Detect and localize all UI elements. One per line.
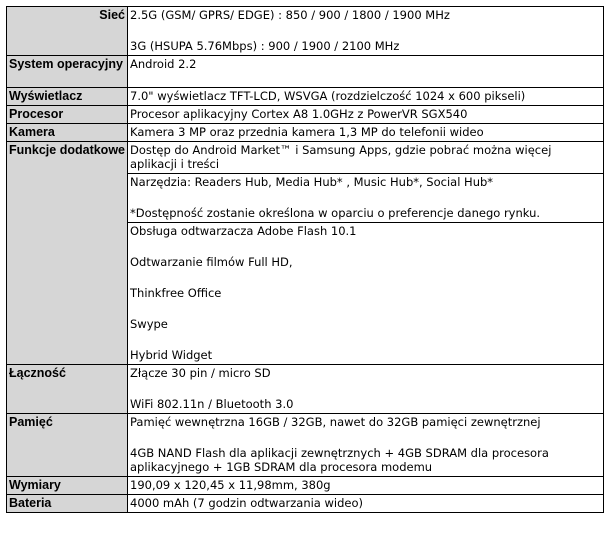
features-thinkfree: Thinkfree Office bbox=[130, 286, 222, 300]
row-network bbox=[7, 7, 604, 56]
value-features-tools bbox=[128, 174, 604, 223]
spec-table bbox=[6, 6, 604, 513]
label-dimensions: Wymiary bbox=[7, 477, 128, 495]
value-features-market: Dostęp do Android Market™ i Samsung Apps, gdzie pobrać można więcej aplikacji i treści bbox=[128, 142, 604, 174]
label-camera: Kamera bbox=[7, 124, 128, 142]
row-camera bbox=[7, 124, 604, 142]
row-features-1 bbox=[7, 142, 604, 174]
row-dimensions bbox=[7, 477, 604, 495]
label-network: Sieć bbox=[7, 7, 128, 56]
features-swype: Swype bbox=[130, 317, 168, 331]
label-battery: Bateria bbox=[7, 495, 128, 513]
features-fullhd: Odtwarzanie filmów Full HD, bbox=[130, 255, 293, 269]
features-flash: Obsługa odtwarzacza Adobe Flash 10.1 bbox=[130, 224, 357, 238]
connectivity-port: Złącze 30 pin / micro SD bbox=[130, 366, 271, 380]
features-tools: Narzędzia: Readers Hub, Media Hub* , Music Hub*, Social Hub* bbox=[130, 175, 494, 189]
memory-nand: 4GB NAND Flash dla aplikacji zewnętrznych + 4GB SDRAM dla procesora aplikacyjnego + 1GB SDRAM dla procesora modemu bbox=[130, 446, 549, 474]
label-os: System operacyjny bbox=[7, 56, 128, 88]
row-battery bbox=[7, 495, 604, 513]
row-connectivity bbox=[7, 365, 604, 414]
network-3g: 3G (HSUPA 5.76Mbps) : 900 / 1900 / 2100 MHz bbox=[130, 39, 400, 53]
row-os bbox=[7, 56, 604, 88]
value-connectivity bbox=[128, 365, 604, 414]
features-widget: Hybrid Widget bbox=[130, 348, 213, 362]
label-connectivity: Łączność bbox=[7, 365, 128, 414]
network-2g: 2.5G (GSM/ GPRS/ EDGE) : 850 / 900 / 1800 / 1900 MHz bbox=[130, 8, 450, 22]
row-display bbox=[7, 88, 604, 106]
value-network bbox=[128, 7, 604, 56]
label-features: Funkcje dodatkowe bbox=[7, 142, 128, 365]
label-memory: Pamięć bbox=[7, 414, 128, 477]
value-os: Android 2.2 bbox=[128, 56, 604, 88]
features-footnote: *Dostępność zostanie określona w oparciu o preferencje danego rynku. bbox=[130, 206, 541, 220]
value-memory bbox=[128, 414, 604, 477]
value-camera: Kamera 3 MP oraz przednia kamera 1,3 MP do telefonii wideo bbox=[128, 124, 604, 142]
value-display: 7.0" wyświetlacz TFT-LCD, WSVGA (rozdzielczość 1024 x 600 pikseli) bbox=[128, 88, 604, 106]
connectivity-wireless: WiFi 802.11n / Bluetooth 3.0 bbox=[130, 397, 294, 411]
value-processor: Procesor aplikacyjny Cortex A8 1.0GHz z PowerVR SGX540 bbox=[128, 106, 604, 124]
value-battery: 4000 mAh (7 godzin odtwarzania wideo) bbox=[128, 495, 604, 513]
row-processor bbox=[7, 106, 604, 124]
value-dimensions: 190,09 x 120,45 x 11,98mm, 380g bbox=[128, 477, 604, 495]
memory-internal: Pamięć wewnętrzna 16GB / 32GB, nawet do 32GB pamięci zewnętrznej bbox=[130, 415, 541, 429]
label-display: Wyświetlacz bbox=[7, 88, 128, 106]
row-memory bbox=[7, 414, 604, 477]
label-processor: Procesor bbox=[7, 106, 128, 124]
spec-sheet bbox=[6, 6, 604, 513]
value-features-extra bbox=[128, 223, 604, 365]
